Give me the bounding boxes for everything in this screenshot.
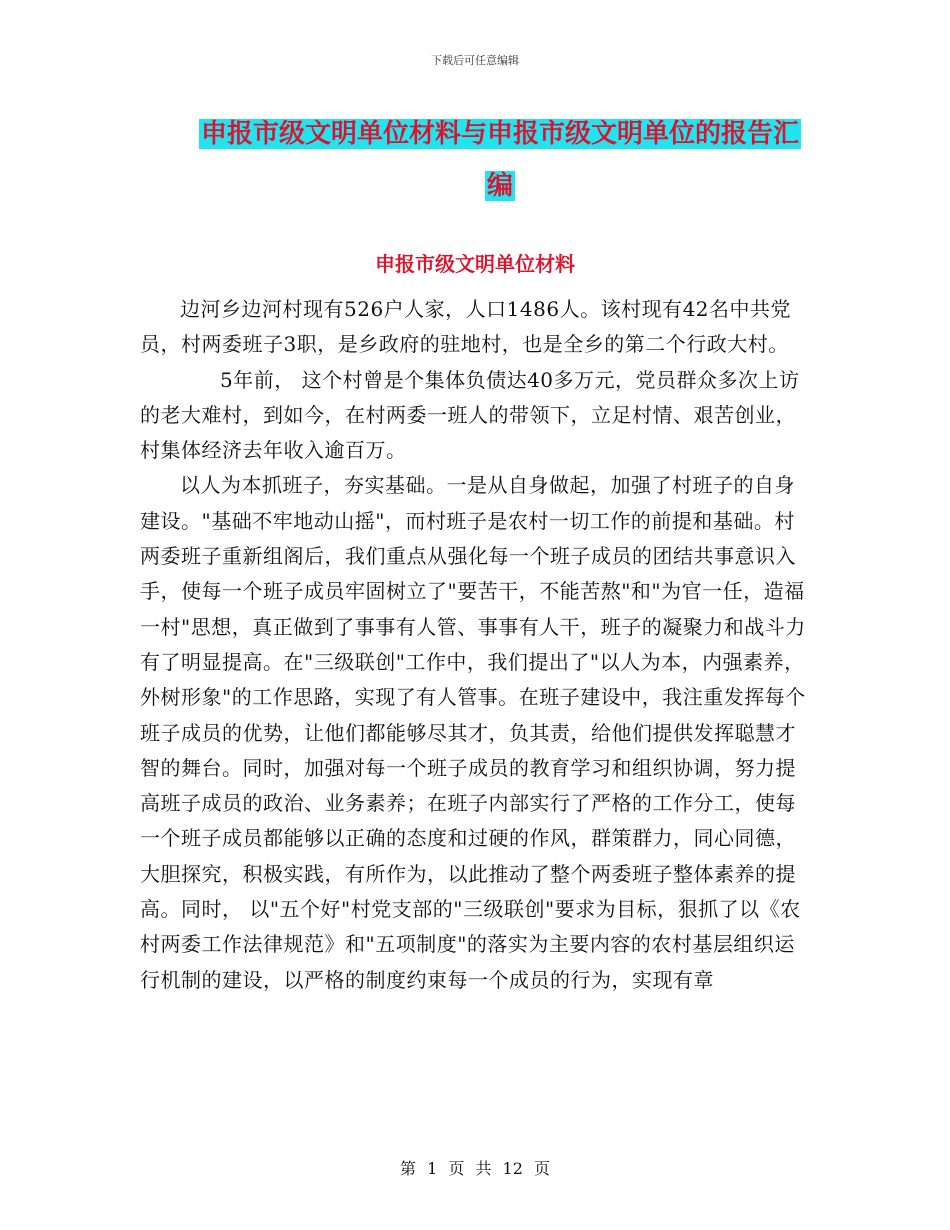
- document-title-line-1: 申报市级文明单位材料与申报市级文明单位的报告汇: [200, 119, 799, 149]
- page-header-note: 下载后可任意编辑: [431, 54, 519, 67]
- document-title-line-2: 编: [486, 171, 513, 201]
- page-footer: 第 1 页 共 12 页: [400, 1159, 550, 1178]
- paragraph-1: 边河乡边河村现有526户人家，人口1486人。该村现有42名中共党员，村两委班子3职，是乡政府的驻地村，也是全乡的第二个行政大村。: [140, 297, 792, 357]
- document-title: [140, 108, 860, 212]
- body-text: [140, 292, 812, 998]
- paragraph-3: 以人为本抓班子，夯实基础。一是从自身做起，加强了村班子的自身建设。"基础不牢地动山摇"，而村班子是农村一切工作的前提和基础。村两委班子重新组阁后，我们重点从强化每一个班子成员的团结共事意识入手，使每一个班子成员牢固树立了"要苦干，不能苦熬"和"为官一任，造福一村"思想，真正做到了事事有人管、事事有人干，班子的凝聚力和战斗力有了明显提高。在"三级联创"工作中，我们提出了"以人为本，内强素养，外树形象"的工作思路，实现了有人管事。在班子建设中，我注重发挥每个班子成员的优势，让他们都能够尽其才，负其责，给他们提供发挥聪慧才智的舞台。同时，加强对每一个班子成员的教育学习和组织协调，努力提高班子成员的政治、业务素养；在班子内部实行了严格的工作分工，使每一个班子成员都能够以正确的态度和过硬的作风，群策群力，同心同德，大胆探究，积极实践，有所作为，以此推动了整个两委班子整体素养的提高。同时， 以"五个好"村党支部的"三级联创"要求为目标，狠抓了以《农村两委工作法律规范》和"五项制度"的落实为主要内容的农村基层组织运行机制的建设，以严格的制度约束每一个成员的行为，实现有章: [140, 473, 806, 992]
- paragraph-2: 5年前， 这个村曾是个集体负债达40多万元，党员群众多次上访的老大难村，到如今，在村两委一班人的带领下，立足村情、艰苦创业，村集体经济去年收入逾百万。: [140, 367, 800, 463]
- section-title: 申报市级文明单位材料: [375, 252, 575, 276]
